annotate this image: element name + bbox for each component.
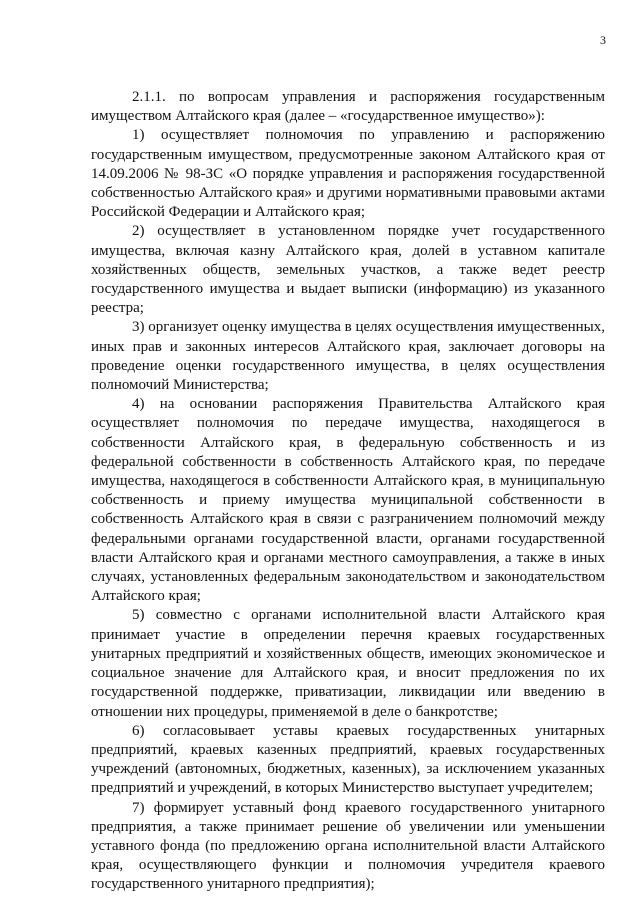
list-item-6: 6) согласовывает уставы краевых государственных унитарных предприятий, краевых казенных предприятий, краевых государственных учреждений (автономных, бюджетных, казенных), за исключением указанных предприятий и учреждений, в которых Министерство выступает учредителем; [91,722,605,797]
list-item-4: 4) на основании распоряжения Правительства Алтайского края осуществляет полномочия по передаче имущества, находящегося в собственности Алтайского края, в федеральную собственность и из федеральной собственности в собственность Алтайского края, по передаче имущества, находящегося в собственности Алтайского края, в муниципальную собственность и приему имущества муниципальной собственности в собственность Алтайского края в связи с разграничением полномочий между федеральными органами государственной власти, органами государственной власти Алтайского края и органами местного самоуправления, а также в иных случаях, установленных федеральным законодательством и законодательством Алтайского края; [91,396,605,605]
document-body [91,88,605,895]
paragraph-2-1-1: 2.1.1. по вопросам управления и распоряжения государственным имуществом Алтайского края (далее – «государственное имущество»): [91,89,605,125]
list-item-7: 7) формирует уставный фонд краевого государственного унитарного предприятия, а также принимает решение об увеличении или уменьшении уставного фонда (по предложению органа исполнительной власти Алтайского края, осуществляющего функции и полномочия учредителя краевого государственного унитарного предприятия); [91,799,605,893]
list-item-1: 1) осуществляет полномочия по управлению и распоряжению государственным имуществом, предусмотренные законом Алтайского края от 14.09.2006 № 98-ЗС «О порядке управления и распоряжения государственной собственностью Алтайского края» и другими нормативными правовыми актами Российской Федерации и Алтайского края; [91,127,605,221]
list-item-3: 3) организует оценку имущества в целях осуществления имущественных, иных прав и законных интересов Алтайского края, заключает договоры на проведение оценки государственного имущества, в целях осуществления полномочий Министерства; [91,319,605,394]
list-item-2: 2) осуществляет в установленном порядке учет государственного имущества, включая казну Алтайского края, долей в уставном капитале хозяйственных обществ, земельных участков, а также ведет реестр государственного имущества и выдает выписки (информацию) из указанного реестра; [91,223,605,317]
list-item-5: 5) совместно с органами исполнительной власти Алтайского края принимает участие в определении перечня краевых государственных унитарных предприятий и хозяйственных обществ, имеющих экономическое и социальное значение для Алтайского края, и вносит предложения по их государственной поддержке, приватизации, ликвидации или введению в отношении них процедуры, применяемой в деле о банкротстве; [91,607,605,720]
page-number: 3 [600,33,606,47]
